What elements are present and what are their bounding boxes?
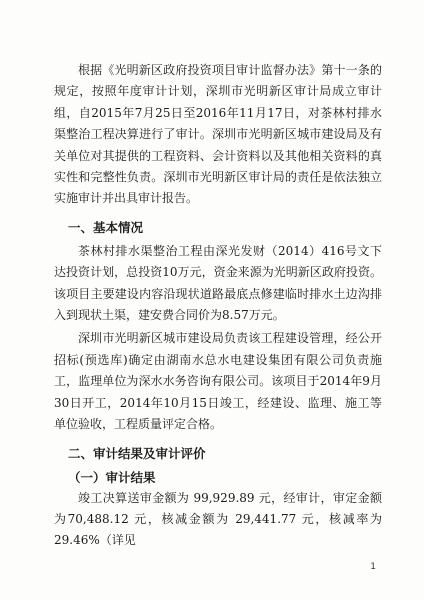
subsection-heading-audit-result: （一）审计结果 [68,469,156,485]
basic-info-paragraph-2: 深圳市光明新区城市建设局负责该工程建设管理，经公开招标(预选库)确定由湖南水总水电建设集团有限公司负责施工，监理单位为深水水务咨询有限公司。该项目于2014年9月30日开工，2014年10月15日竣工，经建设、监理、施工等单位验收，工程质量评定合格。 [54,331,382,432]
page-number: 1 [370,562,376,572]
document-body [54,60,382,552]
audit-result-paragraph: 竣工决算送审金额为 99,929.89 元，经审计，审定金额为70,488.12 元，核减金额为 29,441.77 元，核减率为 29.46%（详见 [54,490,382,548]
intro-paragraph: 根据《光明新区政府投资项目审计监督办法》第十一条的规定，按照年度审计计划，深圳市光明新区审计局成立审计组，自2015年7月25日至2016年11月17日，对茶林村排水渠整治工程决算进行了审计。深圳市光明新区城市建设局及有关单位对其提供的工程资料、会计资料以及其他相关资料的真实性和完整性负责。深圳市光明新区审计局的责任是依法独立实施审计并出具审计报告。 [54,63,382,206]
section-heading-audit-results: 二、审计结果及审计评价 [68,445,206,461]
basic-info-paragraph-1: 茶林村排水渠整治工程由深光发财（2014）416号文下达投资计划，总投资10万元，资金来源为光明新区政府投资。该项目主要建设内容沿现状道路最底点修建临时排水土边沟排入到现状土渠，建安费合同价为8.57万元。 [54,243,382,323]
section-heading-basic-info: 一、基本情况 [68,219,144,235]
